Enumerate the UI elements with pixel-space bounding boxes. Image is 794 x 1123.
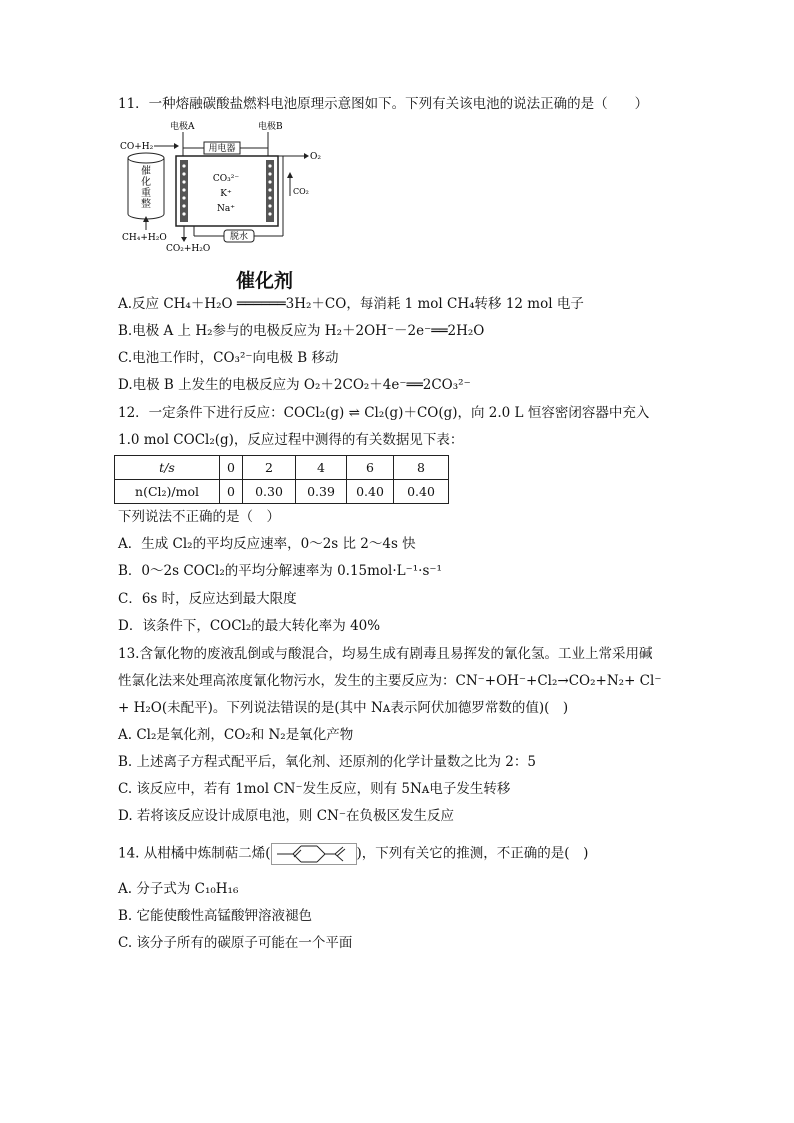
- q14-stem-part-a: 14. 从柑橘中炼制萜二烯(: [118, 845, 271, 862]
- ion-sodium: Na⁺: [217, 204, 235, 214]
- table-row: [115, 480, 449, 504]
- reformer-text-1: 催: [141, 166, 151, 177]
- q14-option-b: B. 它能使酸性高锰酸钾溶液褪色: [118, 908, 313, 924]
- table-cell: 0.39: [296, 480, 347, 504]
- table-cell: 0.40: [394, 480, 449, 504]
- q12-option-c: C．6s 时，反应达到最大限度: [118, 591, 297, 607]
- q14-option-a: A. 分子式为 C₁₀H₁₆: [118, 881, 239, 897]
- q12-stem-1: 12．一定条件下进行反应：COCl₂(g) ⇌ Cl₂(g)＋CO(g)，向 2.0 L 恒容密闭容器中充入: [118, 405, 650, 421]
- q11-option-b: B.电极 A 上 H₂参与的电极反应为 H₂＋2OH⁻－2e⁻══2H₂O: [118, 323, 485, 339]
- q13-stem-1: 13.含氰化物的废液乱倒或与酸混合，均易生成有剧毒且易挥发的氰化氢。工业上常采用碱: [118, 646, 653, 662]
- q14-option-c: C. 该分子所有的碳原子可能在一个平面: [118, 935, 353, 951]
- q13-option-a: A. Cl₂是氧化剂，CO₂和 N₂是氧化产物: [118, 727, 354, 743]
- device-label: 用电器: [208, 144, 236, 154]
- table-cell: 0: [220, 456, 243, 480]
- table-cell: 4: [296, 456, 347, 480]
- q13-stem-2: 性氯化法来处理高浓度氰化物污水，发生的主要反应为：CN⁻+OH⁻+Cl₂→CO₂+N₂+ Cl⁻: [118, 673, 662, 689]
- q12-data-table: [114, 455, 449, 504]
- inlet-top-label: CO+H₂: [120, 142, 154, 152]
- reformer-text-3: 重: [141, 188, 151, 199]
- ion-carbonate: CO₃²⁻: [212, 174, 240, 184]
- table-cell: 0.30: [243, 480, 296, 504]
- q12-question: 下列说法不正确的是（ ）: [118, 509, 280, 525]
- table-cell: 0: [220, 480, 243, 504]
- q13-stem-3: + H₂O(未配平)。下列说法错误的是(其中 Nᴀ表示阿伏加德罗常数的值)( ): [118, 700, 569, 716]
- terpene-structure-icon: [271, 843, 357, 865]
- reformer-text-2: 化: [141, 177, 151, 188]
- q13-option-c: C. 该反应中，若有 1mol CN⁻发生反应，则有 5Nᴀ电子发生转移: [118, 781, 511, 797]
- table-cell: 8: [394, 456, 449, 480]
- q12-option-b: B．0～2s COCl₂的平均分解速率为 0.15mol·L⁻¹·s⁻¹: [118, 563, 442, 579]
- ion-potassium: K⁺: [220, 189, 232, 199]
- table-row: [115, 456, 449, 480]
- table-cell: 0.40: [347, 480, 394, 504]
- electrode-a-label: 电极A: [170, 122, 195, 132]
- electrode-b-label: 电极B: [258, 122, 283, 132]
- q11-option-c: C.电池工作时，CO₃²⁻向电极 B 移动: [118, 350, 339, 366]
- o2-label: O₂: [310, 152, 321, 162]
- q14-stem: [118, 843, 588, 865]
- q13-option-d: D. 若将该反应设计成原电池，则 CN⁻在负极区发生反应: [118, 808, 454, 824]
- fuel-cell-diagram: [118, 118, 338, 256]
- table-cell: 6: [347, 456, 394, 480]
- table-cell: 2: [243, 456, 296, 480]
- table-header-cell: t/s: [115, 456, 220, 480]
- co2-label: CO₂: [293, 187, 309, 196]
- q14-stem-part-b: )，下列有关它的推测，不正确的是( ): [356, 845, 589, 862]
- q11-option-a: A.反应 CH₄＋H₂O ══════3H₂＋CO，每消耗 1 mol CH₄转移 12 mol 电子: [118, 296, 584, 312]
- dehydrate-label: 脱水: [229, 232, 249, 242]
- q12-stem-2: 1.0 mol COCl₂(g)，反应过程中测得的有关数据见下表：: [118, 432, 464, 448]
- outlet-a-label: CO₂+H₂O: [166, 244, 211, 254]
- q12-option-a: A．生成 Cl₂的平均反应速率，0～2s 比 2～4s 快: [118, 536, 416, 552]
- q11-option-d: D.电极 B 上发生的电极反应为 O₂＋2CO₂＋4e⁻══2CO₃²⁻: [118, 377, 471, 393]
- q13-option-b: B. 上述离子方程式配平后，氧化剂、还原剂的化学计量数之比为 2：5: [118, 754, 536, 770]
- inlet-bottom-label: CH₄+H₂O: [122, 233, 167, 243]
- reformer-text-4: 整: [141, 199, 151, 210]
- catalyst-label: 催化剂: [236, 270, 294, 292]
- table-header-cell: n(Cl₂)/mol: [115, 480, 220, 504]
- q12-option-d: D．该条件下，COCl₂的最大转化率为 40%: [118, 618, 381, 634]
- q11-stem: 11．一种熔融碳酸盐燃料电池原理示意图如下。下列有关该电池的说法正确的是（ ）: [118, 96, 649, 112]
